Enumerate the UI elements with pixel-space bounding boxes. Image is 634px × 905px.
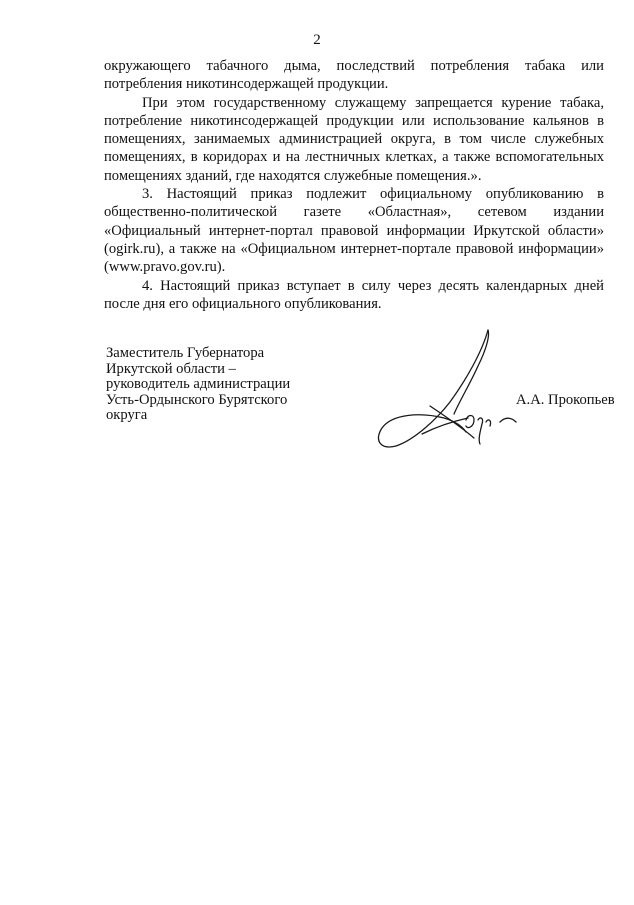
signatory-title-line: Заместитель Губернатора [106, 345, 265, 361]
signatory-name: А.А. Прокопьев [516, 392, 615, 408]
signatory-title-line: округа [106, 407, 148, 423]
paragraph-publication: 3. Настоящий приказ подлежит официальному опубликованию в общественно-политической газете «Областная», сетевом издании «Официальный интернет-портал правовой информации Иркутской области» (ogirk.ru), а также на «Официальном интернет-портале правовой информации» (www.pravo.gov.ru). [104, 186, 604, 276]
signatory-title-line: Иркутской области – [106, 360, 236, 377]
signatory-title [106, 346, 290, 424]
page-number: 2 [313, 32, 321, 48]
paragraph-continuation: окружающего табачного дыма, последствий потребления табака или потребления никотинсодержащей продукции. [104, 58, 604, 93]
paragraph-smoking-ban: При этом государственному служащему запрещается курение табака, потребление никотинсодержащей продукции или использование кальянов в помещениях, занимаемых администрацией округа, в том числе служебных помещениях, в коридорах и на лестничных клетках, а также вспомогательных помещениях зданий, где находятся служебные помещения.». [104, 94, 604, 184]
signatory-title-line: Усть-Ордынского Бурятского [106, 391, 288, 408]
signatory-title-line: руководитель администрации [106, 376, 291, 392]
document-body [104, 57, 604, 313]
paragraph-effective-date: 4. Настоящий приказ вступает в силу через десять календарных дней после дня его официального опубликования. [104, 277, 604, 312]
handwritten-signature [370, 322, 520, 452]
